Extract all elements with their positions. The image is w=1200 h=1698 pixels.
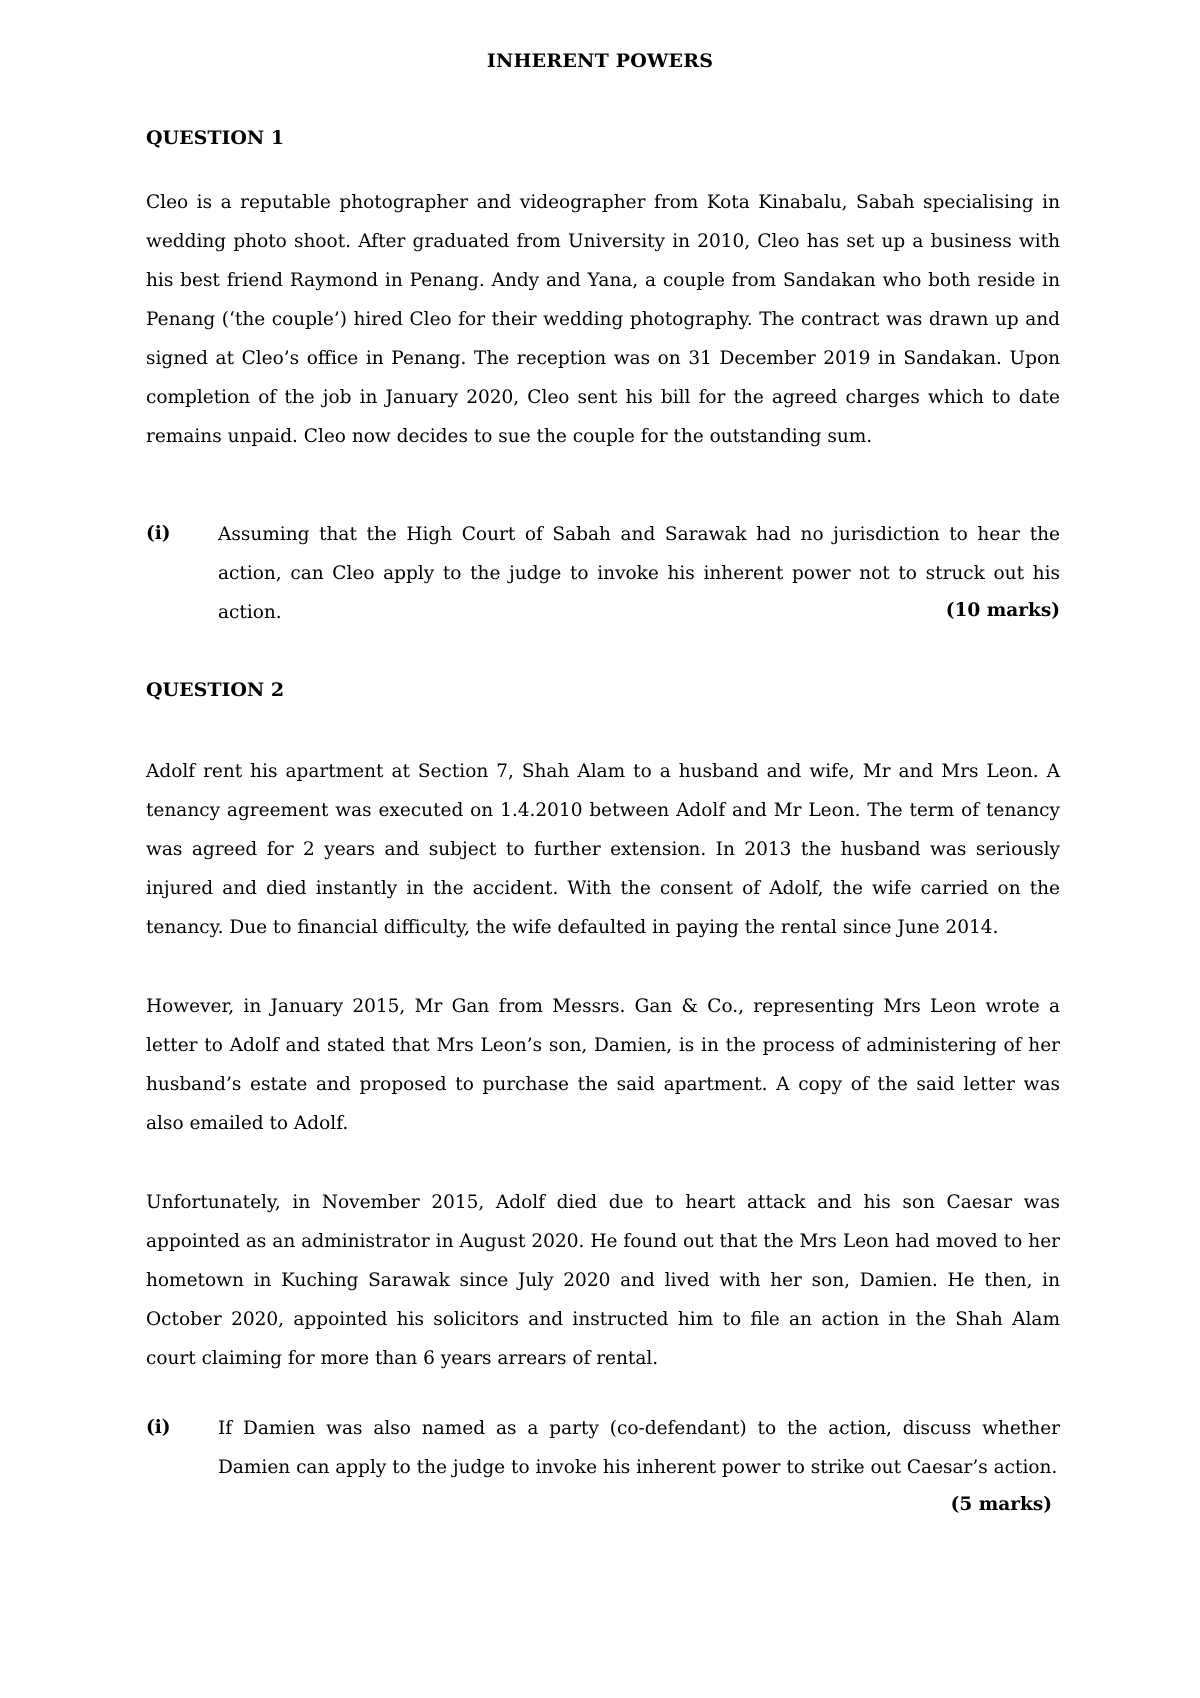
- question-1-sub-number: (i): [146, 523, 171, 544]
- question-2-sub-number: (i): [146, 1417, 171, 1438]
- question-2-marks: (5 marks): [950, 1494, 1052, 1515]
- question-1-scenario: Cleo is a reputable photographer and videographer from Kota Kinabalu, Sabah specialising in wedding photo shoot. After graduated from University in 2010, Cleo has set up a business with his best friend Raymond in Penang. Andy and Yana, a couple from Sandakan who both reside in Penang (‘the couple’) hired Cleo for their wedding photography. The contract was drawn up and signed at Cleo’s office in Penang. The reception was on 31 December 2019 in Sandakan. Upon completion of the job in January 2020, Cleo sent his bill for the agreed charges which to date remains unpaid. Cleo now decides to sue the couple for the outstanding sum.: [146, 192, 1060, 447]
- question-2-sub-text: If Damien was also named as a party (co-defendant) to the action, discuss whether Damien can apply to the judge to invoke his inherent power to strike out Caesar’s action.: [218, 1418, 1060, 1478]
- question-1-heading: QUESTION 1: [146, 127, 285, 149]
- question-2-paragraph-2: However, in January 2015, Mr Gan from Messrs. Gan & Co., representing Mrs Leon wrote a letter to Adolf and stated that Mrs Leon’s son, Damien, is in the process of administering of her husband’s estate and proposed to purchase the said apartment. A copy of the said letter was also emailed to Adolf.: [146, 996, 1060, 1134]
- question-1-sub-text: Assuming that the High Court of Sabah and Sarawak had no jurisdiction to hear the action, can Cleo apply to the judge to invoke his inherent power not to struck out his action.: [218, 524, 1060, 623]
- question-1-marks: (10 marks): [945, 600, 1060, 621]
- question-2-heading: QUESTION 2: [146, 679, 285, 701]
- question-2-paragraph-1: Adolf rent his apartment at Section 7, Shah Alam to a husband and wife, Mr and Mrs Leon. A tenancy agreement was executed on 1.4.2010 between Adolf and Mr Leon. The term of tenancy was agreed for 2 years and subject to further extension. In 2013 the husband was seriously injured and died instantly in the accident. With the consent of Adolf, the wife carried on the tenancy. Due to financial difficulty, the wife defaulted in paying the rental since June 2014.: [146, 761, 1060, 938]
- question-2-paragraph-3: Unfortunately, in November 2015, Adolf died due to heart attack and his son Caesar was appointed as an administrator in August 2020. He found out that the Mrs Leon had moved to her hometown in Kuching Sarawak since July 2020 and lived with her son, Damien. He then, in October 2020, appointed his solicitors and instructed him to file an action in the Shah Alam court claiming for more than 6 years arrears of rental.: [146, 1192, 1060, 1369]
- document-title: INHERENT POWERS: [486, 50, 714, 72]
